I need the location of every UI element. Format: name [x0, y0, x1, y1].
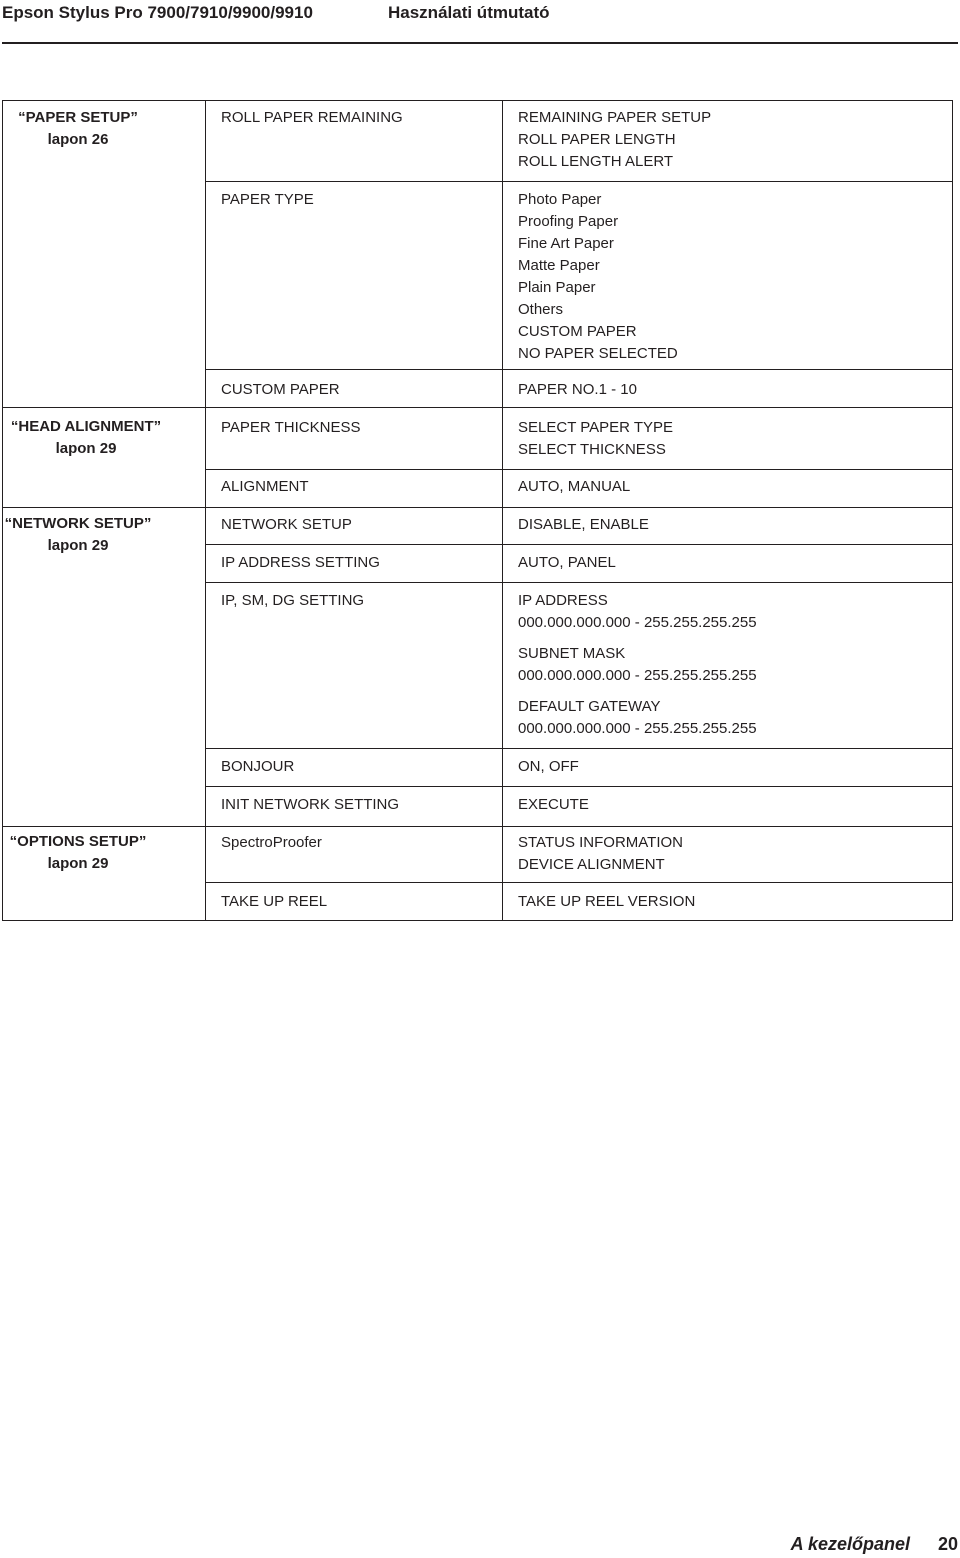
menu-value: EXECUTE	[518, 796, 589, 813]
menu-item: PAPER THICKNESS	[221, 419, 361, 436]
menu-item: BONJOUR	[221, 758, 295, 775]
menu-item: ROLL PAPER REMAINING	[221, 109, 403, 126]
group-name: “PAPER SETUP”	[18, 109, 138, 126]
row-separator	[205, 748, 952, 749]
menu-item: TAKE UP REEL	[221, 893, 328, 910]
menu-item: IP, SM, DG SETTING	[221, 592, 365, 609]
menu-item: CUSTOM PAPER	[221, 381, 340, 398]
menu-value: ROLL PAPER LENGTH	[518, 131, 676, 148]
group-separator	[3, 826, 952, 827]
menu-value: ROLL LENGTH ALERT	[518, 153, 674, 170]
footer-page-number: 20	[937, 1534, 958, 1554]
menu-value: 000.000.000.000 - 255.255.255.255	[518, 720, 757, 737]
menu-value: TAKE UP REEL VERSION	[518, 893, 696, 910]
menu-values	[518, 590, 757, 740]
menu-value: Others	[518, 301, 564, 318]
menu-values	[518, 514, 649, 536]
group-paper-setup	[3, 107, 153, 151]
column-divider-2	[502, 101, 503, 920]
menu-values	[518, 476, 630, 498]
group-name: “HEAD ALIGNMENT”	[10, 418, 162, 435]
menu-value: SUBNET MASK	[518, 645, 626, 662]
menu-table	[2, 100, 953, 921]
menu-item: PAPER TYPE	[221, 191, 314, 208]
menu-value: DISABLE, ENABLE	[518, 516, 649, 533]
row-separator	[205, 582, 952, 583]
menu-values	[518, 189, 678, 365]
menu-values	[518, 107, 711, 173]
menu-value: 000.000.000.000 - 255.255.255.255	[518, 614, 757, 631]
menu-value: Matte Paper	[518, 257, 600, 274]
group-name: “NETWORK SETUP”	[4, 515, 152, 532]
menu-value: Fine Art Paper	[518, 235, 614, 252]
menu-item: IP ADDRESS SETTING	[221, 554, 380, 571]
header-product-name: Epson Stylus Pro 7900/7910/9900/9910	[2, 3, 313, 22]
group-page-ref: lapon 29	[47, 537, 109, 554]
page-footer	[560, 1532, 960, 1558]
menu-value: ON, OFF	[518, 758, 579, 775]
group-network-setup	[3, 513, 153, 557]
group-separator	[3, 407, 952, 408]
group-separator	[3, 507, 952, 508]
menu-values	[518, 891, 695, 913]
row-separator	[205, 181, 952, 182]
menu-value: STATUS INFORMATION	[518, 834, 683, 851]
row-separator	[205, 882, 952, 883]
menu-value: SELECT THICKNESS	[518, 441, 666, 458]
group-name: “OPTIONS SETUP”	[9, 833, 147, 850]
menu-values	[518, 794, 589, 816]
menu-value: NO PAPER SELECTED	[518, 345, 678, 362]
menu-values	[518, 552, 616, 574]
group-head-alignment	[3, 416, 169, 460]
menu-values	[518, 379, 637, 401]
menu-item: ALIGNMENT	[221, 478, 309, 495]
row-separator	[205, 786, 952, 787]
row-separator	[205, 369, 952, 370]
menu-value: 000.000.000.000 - 255.255.255.255	[518, 667, 757, 684]
menu-value: DEFAULT GATEWAY	[518, 698, 661, 715]
menu-value: DEVICE ALIGNMENT	[518, 856, 665, 873]
header-rule	[2, 42, 958, 44]
menu-value: AUTO, PANEL	[518, 554, 616, 571]
menu-value: Proofing Paper	[518, 213, 619, 230]
menu-value: CUSTOM PAPER	[518, 323, 637, 340]
menu-value: Photo Paper	[518, 191, 602, 208]
menu-values	[518, 756, 579, 778]
column-divider-1	[205, 101, 206, 920]
group-page-ref: lapon 29	[47, 855, 109, 872]
menu-value: REMAINING PAPER SETUP	[518, 109, 712, 126]
row-separator	[205, 544, 952, 545]
menu-value: SELECT PAPER TYPE	[518, 419, 674, 436]
menu-values	[518, 832, 683, 876]
menu-values	[518, 417, 673, 461]
group-page-ref: lapon 26	[47, 131, 109, 148]
page-header	[2, 0, 958, 44]
menu-item: SpectroProofer	[221, 834, 322, 851]
menu-item: NETWORK SETUP	[221, 516, 352, 533]
menu-value: IP ADDRESS	[518, 592, 608, 609]
row-separator	[205, 469, 952, 470]
header-document-title: Használati útmutató	[388, 3, 550, 22]
menu-value: PAPER NO.1 - 10	[518, 381, 637, 398]
group-options-setup	[3, 831, 153, 875]
footer-section-title: A kezelőpanel	[790, 1534, 910, 1554]
menu-value: Plain Paper	[518, 279, 596, 296]
menu-item: INIT NETWORK SETTING	[221, 796, 400, 813]
menu-value: AUTO, MANUAL	[518, 478, 631, 495]
group-page-ref: lapon 29	[55, 440, 117, 457]
